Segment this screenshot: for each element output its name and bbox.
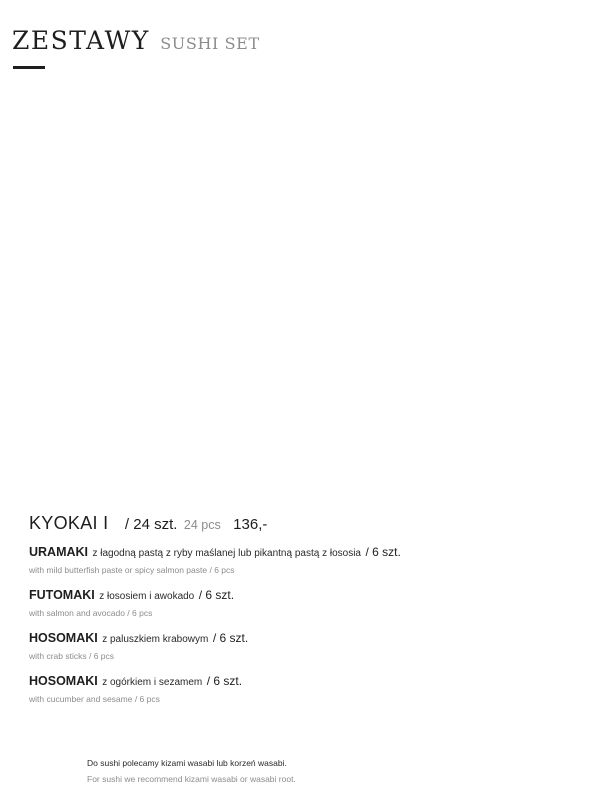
footer-note-english: For sushi we recommend kizami wasabi or wasabi root. <box>87 774 296 784</box>
set-price: 136,- <box>233 516 268 533</box>
title-underline-divider <box>13 66 45 69</box>
set-items-list <box>29 543 401 715</box>
set-quantity-english: 24 pcs <box>183 518 221 532</box>
item-description: z ogórkiem i sezamem <box>102 677 203 688</box>
footer-note <box>87 757 296 786</box>
item-description: z łagodną pastą z ryby maślanej lub pikantną pastą z łososia <box>92 548 361 559</box>
item-name: HOSOMAKI <box>29 631 98 645</box>
title-english: SUSHI SET <box>160 34 260 53</box>
item-quantity: / 6 szt. <box>206 674 243 688</box>
item-description-english: with cucumber and sesame / 6 pcs <box>29 694 160 704</box>
item-quantity: / 6 szt. <box>212 631 249 645</box>
title-polish: ZESTAWY <box>12 26 150 55</box>
item-quantity: / 6 szt. <box>365 545 401 559</box>
item-description: z łososiem i awokado <box>99 591 195 602</box>
item-quantity: / 6 szt. <box>198 588 235 602</box>
item-name: HOSOMAKI <box>29 674 98 688</box>
set-header <box>29 513 267 534</box>
list-item <box>29 672 401 715</box>
list-item <box>29 543 401 586</box>
list-item <box>29 586 401 629</box>
list-item <box>29 629 401 672</box>
item-description-english: with crab sticks / 6 pcs <box>29 651 115 661</box>
item-description-english: with salmon and avocado / 6 pcs <box>29 608 153 618</box>
item-description: z paluszkiem krabowym <box>102 634 209 645</box>
set-name: KYOKAI I <box>29 513 109 533</box>
item-name: URAMAKI <box>29 545 89 559</box>
set-quantity: / 24 szt. <box>124 516 178 533</box>
footer-note-polish: Do sushi polecamy kizami wasabi lub korzeń wasabi. <box>87 758 287 768</box>
item-description-english: with mild butterfish paste or spicy salmon paste / 6 pcs <box>29 565 235 575</box>
item-name: FUTOMAKI <box>29 588 95 602</box>
page-title <box>12 26 260 55</box>
